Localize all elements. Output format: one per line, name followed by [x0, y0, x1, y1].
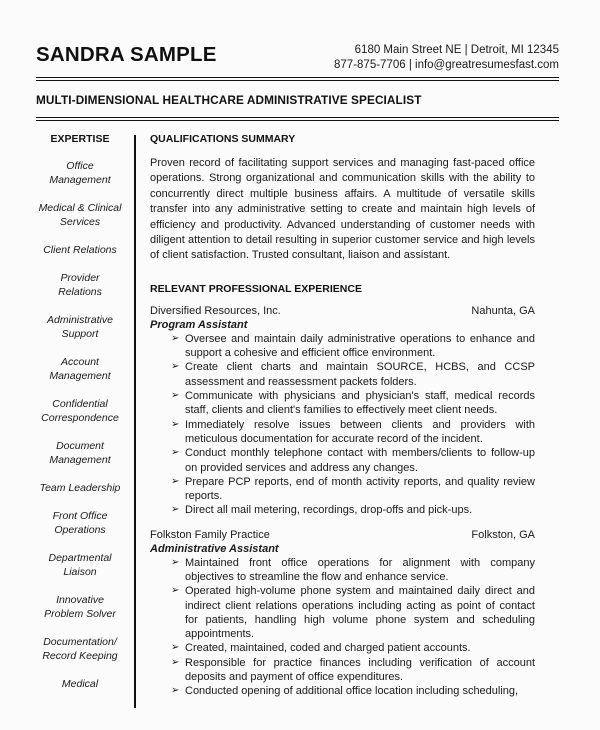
- arrow-bullet-icon: ➢: [171, 656, 180, 668]
- expertise-item-line: Client Relations: [43, 244, 117, 256]
- expertise-item-line: Management: [49, 370, 111, 382]
- subtitle-rule: [36, 117, 559, 121]
- expertise-item-line: Problem Solver: [44, 608, 116, 620]
- professional-title: MULTI-DIMENSIONAL HEALTHCARE ADMINISTRATIVE SPECIALIST: [36, 93, 422, 107]
- header-rule: [36, 77, 559, 81]
- expertise-item: [30, 635, 130, 663]
- expertise-item: [30, 593, 130, 621]
- arrow-bullet-icon: ➢: [171, 332, 180, 344]
- expertise-item: [30, 481, 130, 495]
- arrow-bullet-icon: ➢: [171, 475, 180, 487]
- expertise-item-line: Office: [66, 160, 94, 172]
- address: 6180 Main Street NE | Detroit, MI 12345: [354, 44, 559, 56]
- expertise-item: [30, 509, 130, 537]
- expertise-item-line: Support: [61, 328, 99, 340]
- expertise-item-line: Correspondence: [41, 412, 119, 424]
- job-location: Nahunta, GA: [471, 304, 535, 317]
- expertise-item: [30, 159, 130, 187]
- job-title: Program Assistant: [150, 318, 248, 331]
- job-bullets: [150, 332, 535, 518]
- job-entry: [150, 528, 535, 699]
- expertise-item-line: Team Leadership: [39, 482, 121, 494]
- job-bullet: [171, 446, 535, 475]
- main-content: [150, 133, 535, 699]
- arrow-bullet-icon: ➢: [171, 642, 180, 654]
- expertise-item-line: Management: [49, 454, 111, 466]
- job-bullet-text: Responsible for practice finances including verification of account deposits and payment of office expenditures.: [185, 656, 535, 684]
- company-name: Diversified Resources, Inc.: [150, 304, 281, 317]
- expertise-item-line: Record Keeping: [42, 650, 118, 662]
- expertise-item: [30, 271, 130, 299]
- arrow-bullet-icon: ➢: [171, 418, 180, 430]
- summary-heading: QUALIFICATIONS SUMMARY: [150, 133, 296, 145]
- expertise-item: [30, 397, 130, 425]
- job-title: Administrative Assistant: [150, 542, 279, 555]
- job-bullet-text: Operated high-volume phone system and maintained daily direct and indirect client relations operations including acting as point of contact for patients, handling high volume phone system and scheduling appointments.: [185, 585, 535, 641]
- column-divider: [134, 135, 136, 708]
- expertise-item-line: Administrative: [47, 314, 113, 326]
- arrow-bullet-icon: ➢: [171, 556, 180, 568]
- expertise-heading: EXPERTISE: [50, 133, 110, 145]
- job-bullet: [171, 475, 535, 504]
- expertise-item: [30, 313, 130, 341]
- job-bullet: [171, 641, 535, 655]
- contact-info: [334, 43, 559, 73]
- company-name: Folkston Family Practice: [150, 528, 270, 541]
- expertise-item-line: Services: [59, 216, 101, 228]
- job-bullet: [171, 503, 535, 517]
- arrow-bullet-icon: ➢: [171, 390, 180, 402]
- arrow-bullet-icon: ➢: [171, 685, 180, 697]
- expertise-list: [30, 159, 130, 691]
- arrow-bullet-icon: ➢: [171, 447, 180, 459]
- expertise-item-line: Relations: [58, 286, 102, 298]
- expertise-sidebar: [30, 133, 130, 705]
- expertise-item-line: Medical & Clinical: [38, 202, 122, 214]
- job-bullet-text: Conduct monthly telephone contact with members/clients to follow-up on provided services and address any changes.: [185, 447, 535, 474]
- expertise-item-line: Innovative: [56, 594, 104, 606]
- job-bullet-text: Conducted opening of additional office location including scheduling,: [185, 685, 519, 698]
- expertise-item-line: Account: [61, 356, 99, 368]
- job-bullet: [171, 684, 535, 698]
- expertise-item-line: Provider: [60, 272, 100, 284]
- job-entry: [150, 304, 535, 518]
- arrow-bullet-icon: ➢: [171, 585, 180, 597]
- job-bullet: [171, 584, 535, 641]
- phone-email: 877-875-7706 | info@greatresumesfast.com: [334, 59, 559, 71]
- expertise-item-line: Documentation/: [43, 636, 117, 648]
- job-bullets: [150, 556, 535, 699]
- candidate-name: SANDRA SAMPLE: [36, 43, 217, 66]
- expertise-item: [30, 243, 130, 257]
- job-bullet: [171, 332, 535, 361]
- job-bullet-text: Create client charts and maintain SOURCE, HCBS, and CCSP assessment and reassessment packets folders.: [185, 361, 535, 388]
- job-bullet-text: Oversee and maintain daily administrative operations to enhance and support a cohesive and efficient office environment.: [185, 332, 535, 360]
- job-bullet-text: Direct all mail metering, recordings, drop-offs and pick-ups.: [185, 504, 473, 517]
- expertise-item-line: Front Office: [52, 510, 108, 522]
- job-location: Folkston, GA: [471, 528, 535, 541]
- summary-text: Proven record of facilitating support services and managing fast-paced office operations. Strong organizational and communication skills with the ability to concurrently direct multiple business affairs. A multitude of versatile skills transfer into any administrative setting to create and maintain high levels of efficiency and productivity. Advanced understanding of customer needs with diligent attention to detail resulting in superior customer service and high levels of client satisfaction. Trusted consultant, liaison and assistant.: [150, 157, 535, 262]
- job-bullet: [171, 389, 535, 418]
- arrow-bullet-icon: ➢: [171, 504, 180, 516]
- arrow-bullet-icon: ➢: [171, 361, 180, 373]
- expertise-item-line: Management: [49, 174, 111, 186]
- experience-heading: RELEVANT PROFESSIONAL EXPERIENCE: [150, 282, 362, 295]
- expertise-item-line: Departmental: [48, 552, 112, 564]
- job-bullet: [171, 418, 535, 447]
- expertise-item-line: Operations: [54, 524, 106, 536]
- job-bullet-text: Prepare PCP reports, end of month activity reports, and quality review reports.: [185, 475, 535, 503]
- job-bullet: [171, 656, 535, 685]
- job-bullet-text: Created, maintained, coded and charged patient accounts.: [185, 642, 471, 655]
- job-bullet: [171, 360, 535, 389]
- expertise-item: [30, 551, 130, 579]
- job-bullet: [171, 556, 535, 585]
- expertise-item-line: Document: [56, 440, 104, 452]
- expertise-item-line: Medical: [61, 678, 99, 690]
- expertise-item-line: Liaison: [63, 566, 97, 578]
- expertise-item: [30, 439, 130, 467]
- job-bullet-text: Communicate with physicians and physician's staff, medical records staff, clients and client's families to effectively meet client needs.: [185, 390, 535, 417]
- expertise-item: [30, 201, 130, 229]
- expertise-item: [30, 355, 130, 383]
- job-bullet-text: Maintained front office operations for alignment with company objectives to streamline the flow and enhance service.: [185, 556, 535, 583]
- job-bullet-text: Immediately resolve issues between clients and providers with meticulous documentation for accurate record of the incident.: [185, 418, 535, 445]
- expertise-item: [30, 677, 130, 691]
- expertise-item-line: Confidential: [52, 398, 108, 410]
